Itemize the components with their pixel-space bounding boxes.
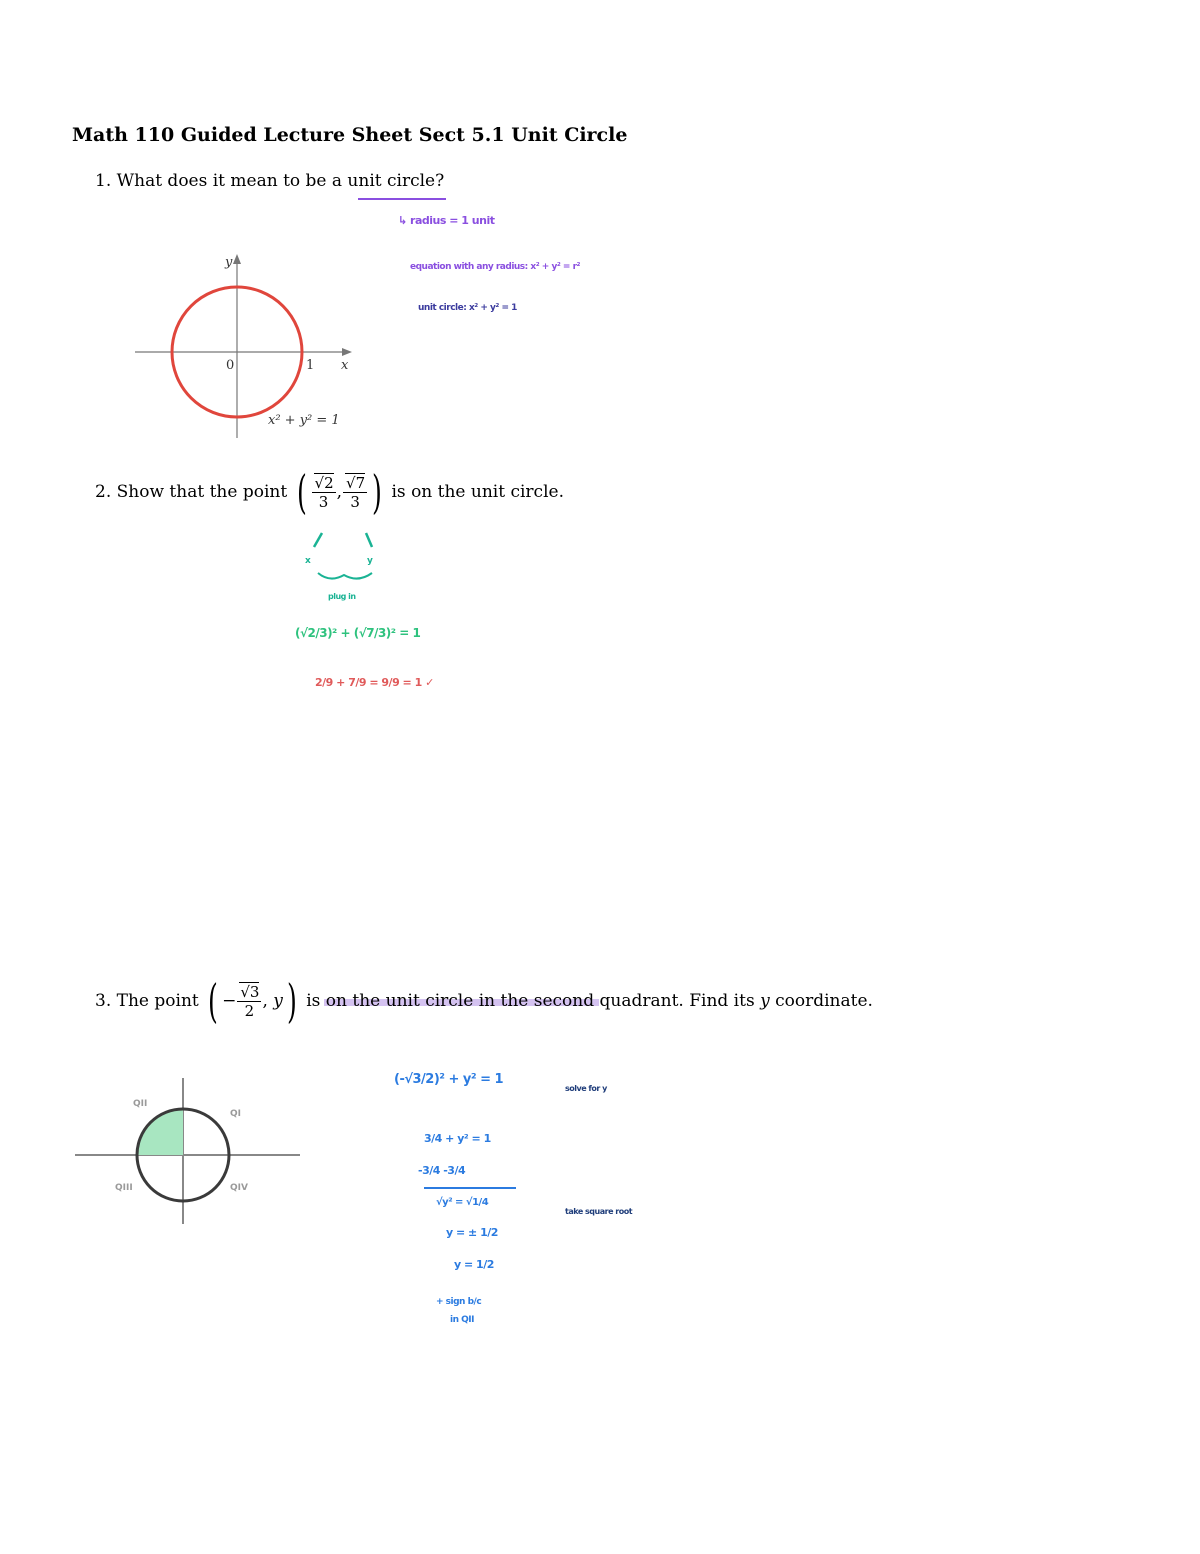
question-3: 3. The point ( − $\frac{√3}{2}$ , y ) is on the unit circle in the second quadrant. Find its y coordinate.: [95, 974, 873, 1028]
circle-equation: x² + y² = 1: [268, 413, 340, 428]
question-2: 2. Show that the point ( $\frac{√2}{3}$ , $\frac{√7}{3}$ ) is on the unit circle.: [95, 465, 564, 519]
note-q3-equation: (-√3/2)² + y² = 1: [394, 1072, 504, 1087]
question-2-suffix: is on the unit circle.: [391, 482, 564, 502]
question-2-prefix: Show that the point: [116, 482, 288, 502]
origin-label: 0: [226, 358, 235, 373]
q2-annotation-strokes: [300, 525, 400, 585]
label-qi: QI: [230, 1109, 241, 1119]
note-q3-step3: √y² = √1/4: [436, 1197, 489, 1208]
question-3-suffix-wrap: [306, 991, 754, 1011]
note-q1-equation: equation with any radius: x² + y² = r²: [410, 262, 580, 272]
question-3-number: 3.: [95, 991, 112, 1011]
note-q3-quadrant: in QII: [450, 1315, 474, 1325]
note-q3-sqrt: take square root: [565, 1207, 633, 1216]
note-q3-step5: y = 1/2: [454, 1258, 494, 1271]
note-q1-unit-equation: unit circle: x² + y² = 1: [418, 303, 517, 313]
note-q3-step4: y = ± 1/2: [446, 1226, 498, 1239]
note-q2-result: 2/9 + 7/9 = 9/9 = 1 ✓: [315, 676, 434, 689]
one-label: 1: [306, 358, 315, 373]
subtraction-line: [424, 1187, 516, 1189]
fraction-3: $\frac{√3}{2}$: [237, 983, 261, 1020]
fraction-2: $\frac{√7}{3}$: [343, 474, 367, 511]
quadrant-figure: [70, 1072, 310, 1232]
question-2-number: 2.: [95, 482, 112, 502]
question-3-prefix: The point: [116, 991, 199, 1011]
unit-circle-figure: [130, 250, 360, 440]
question-1-text: What does it mean to be a unit circle?: [116, 171, 445, 191]
question-1: [95, 171, 444, 191]
note-q3-step1: 3/4 + y² = 1: [424, 1132, 491, 1145]
fraction-1: $\frac{√2}{3}$: [312, 474, 336, 511]
underline-annotation: [358, 198, 446, 200]
note-q3-solve: solve for y: [565, 1084, 607, 1093]
page-title: Math 110 Guided Lecture Sheet Sect 5.1 Unit Circle: [72, 124, 628, 146]
label-qii: QII: [133, 1099, 148, 1109]
question-1-number: 1.: [95, 171, 112, 191]
note-q2-plug-in: plug in: [328, 592, 356, 601]
note-q2-equation: (√2/3)² + (√7/3)² = 1: [295, 626, 421, 640]
x-axis-arrow-icon: [342, 348, 352, 356]
note-q3-sign: + sign b/c: [436, 1297, 482, 1307]
x-axis-label: x: [341, 358, 349, 373]
note-q2-y: y: [367, 556, 373, 566]
label-qiii: QIII: [115, 1183, 133, 1193]
note-q3-step2: -3/4 -3/4: [418, 1164, 466, 1177]
label-qiv: QIV: [230, 1183, 248, 1193]
y-axis-label: y: [225, 255, 233, 270]
y-axis-arrow-icon: [233, 254, 241, 264]
question-3-suffix: is on the unit circle in the second quadrant. Find its: [306, 991, 755, 1011]
note-q1-radius: ↳ radius = 1 unit: [398, 214, 495, 227]
note-q2-x: x: [305, 556, 311, 566]
